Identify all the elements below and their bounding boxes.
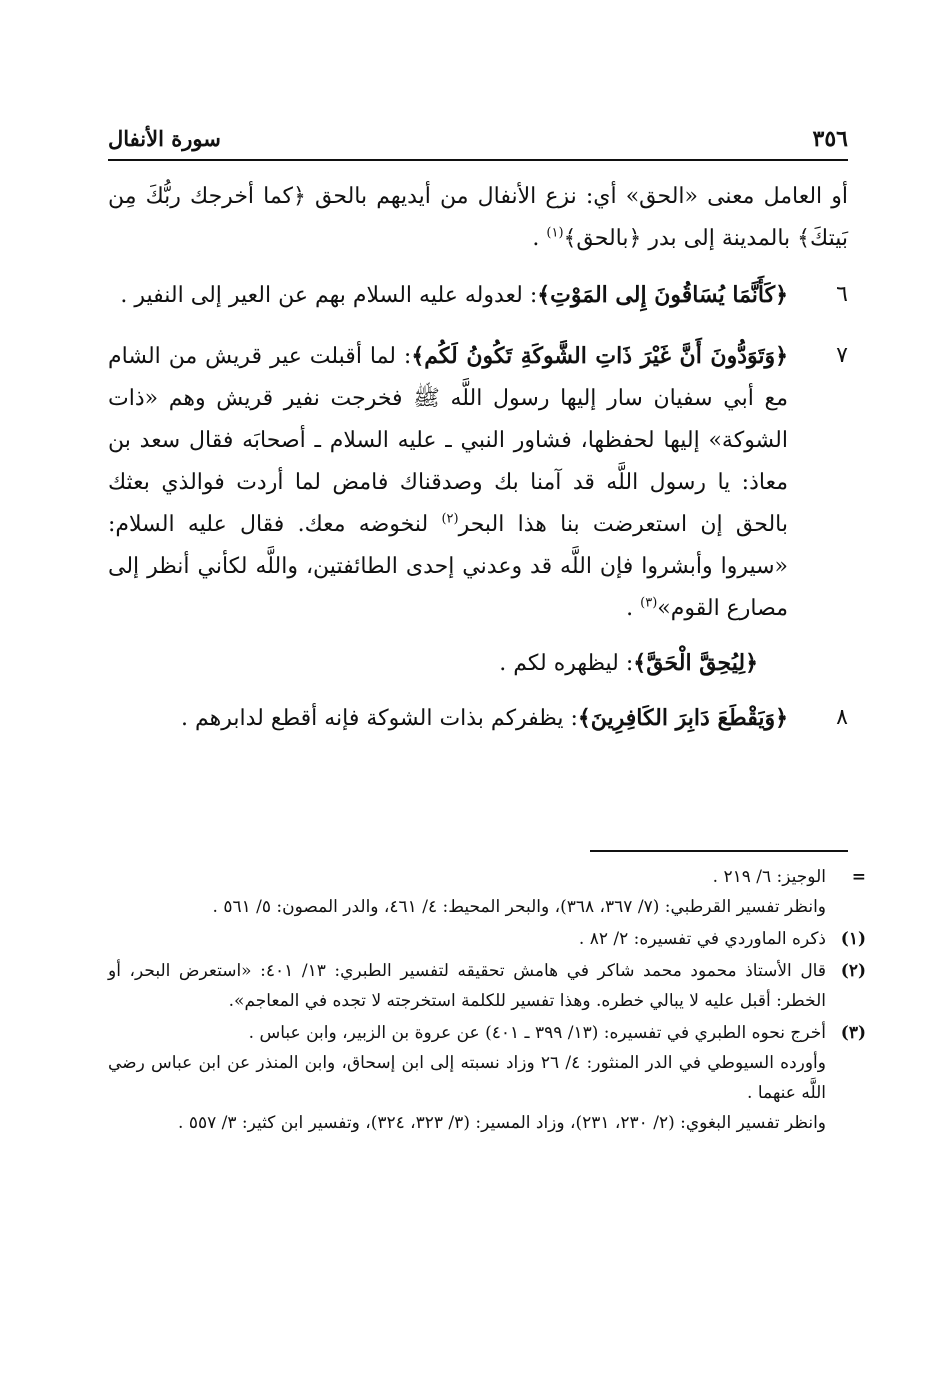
footnote-2	[108, 956, 866, 1016]
intro-text: أو العامل معنى «الحق» أي: نزع الأنفال من أيديهم بالحق ﴿كما أخرجك ربُّكَ مِن بَيتكَ﴾ بالمدينة إلى بدر ﴿بالحق﴾	[108, 184, 848, 251]
footnote-line: وانظر تفسير القرطبي: (٧/ ٣٦٧، ٣٦٨)، والبحر المحيط: ٤/ ٤٦١، والدر المصون: ٥/ ٥٦١ .	[212, 897, 826, 917]
verse-number: ٨	[836, 705, 848, 730]
footnote-line: ذكره الماوردي في تفسيره: ٢/ ٨٢ .	[578, 929, 826, 949]
verse-7-commentary	[108, 335, 848, 630]
footnote-1	[108, 924, 866, 954]
verse-8-commentary	[108, 697, 848, 740]
quran-quote: ﴿كَأَنَّمَا يُسَاقُونَ إِلى المَوْتِ﴾	[537, 282, 788, 308]
footnote-line: قال الأستاذ محمود محمد شاكر في هامش تحقيقه لتفسير الطبري: ١٣/ ٤٠١: «استعرض البحر، أو الخطر: أقبل عليه لا يبالي خطره. وهذا تفسير للكلمة استخرجته لا تجده في المعاجم».	[108, 961, 826, 1011]
commentary-text: : لما أقبلت عير قريش من الشام مع أبي سفيان سار إليها رسول اللَّه ﷺ فخرجت نفير قريش وهم «ذات الشوكة» إليها لحفظها، فشاور النبي ـ عليه السلام ـ أصحابَه فقال سعد بن معاذ: يا رسول اللَّه قد آمنا بك وصدقناك فامض لما أردت فوالذي بعثك بالحق إن استعرضت بنا هذا البحر	[108, 344, 788, 537]
commentary-text: : يظفركم بذات الشوكة فإنه أقطع لدابرهم .	[181, 706, 578, 731]
commentary-text: : ليظهره لكم .	[499, 651, 634, 676]
surah-title: سورة الأنفال	[108, 126, 221, 151]
footnote-ref: (٢)	[441, 511, 459, 527]
commentary-tail: .	[626, 596, 641, 621]
commentary-text-2: لنخوضه معك. فقال عليه السلام: «سيروا وأبشروا فإن اللَّه قد وعدني إحدى الطائفتين، واللَّه لكأني أنظر إلى مصارع القوم»	[108, 512, 788, 621]
footnote-line: وأورده السيوطي في الدر المنثور: ٤/ ٢٦ وزاد نسبته إلى ابن إسحاق، وابن المنذر عن ابن عباس رضي اللَّه عنهما .	[108, 1053, 826, 1103]
footnote-marker: (٢)	[840, 961, 866, 981]
header-rule	[108, 159, 848, 161]
footnote-continuation	[108, 862, 866, 922]
footnote-marker: (٣)	[840, 1023, 866, 1043]
verse-number: ٦	[836, 282, 848, 307]
quran-quote: ﴿وَتَوَدُّونَ أَنَّ غَيْرَ ذَاتِ الشَّوكَةِ تَكُونُ لَكُم﴾	[411, 343, 788, 369]
footnote-line: أخرج نحوه الطبري في تفسيره: (١٣/ ٣٩٩ ـ ٤٠١) عن عروة بن الزبير، وابن عباس .	[248, 1023, 826, 1043]
commentary-text: : لعدوله عليه السلام بهم عن العير إلى النفير .	[120, 283, 538, 308]
intro-tail: .	[532, 226, 547, 251]
footnote-marker: =	[851, 867, 866, 887]
intro-paragraph	[108, 176, 848, 260]
footnotes	[108, 862, 866, 1140]
running-header	[108, 126, 848, 160]
quran-quote: ﴿لِيُحِقَّ الْحَقَّ﴾	[633, 650, 758, 676]
footnote-ref: (٣)	[640, 595, 658, 611]
liyuhiqq-commentary	[108, 642, 848, 685]
main-text	[108, 176, 848, 740]
footnote-3	[108, 1018, 866, 1138]
verse-number: ٧	[836, 343, 848, 368]
page-number: ٣٥٦	[812, 126, 848, 152]
footnote-marker: (١)	[840, 929, 866, 949]
footnote-ref: (١)	[546, 225, 564, 241]
footnote-line: الوجيز: ٦/ ٢١٩ .	[712, 867, 826, 887]
footnote-line: وانظر تفسير البغوي: (٢/ ٢٣٠، ٢٣١)، وزاد المسير: (٣/ ٣٢٣، ٣٢٤)، وتفسير ابن كثير: ٣/ ٥٥٧ .	[178, 1113, 826, 1133]
footnote-rule	[590, 850, 848, 852]
verse-6-commentary	[108, 274, 848, 317]
quran-quote: ﴿وَيَقْطَعَ دَابِرَ الكَافِرِينَ﴾	[577, 705, 788, 731]
